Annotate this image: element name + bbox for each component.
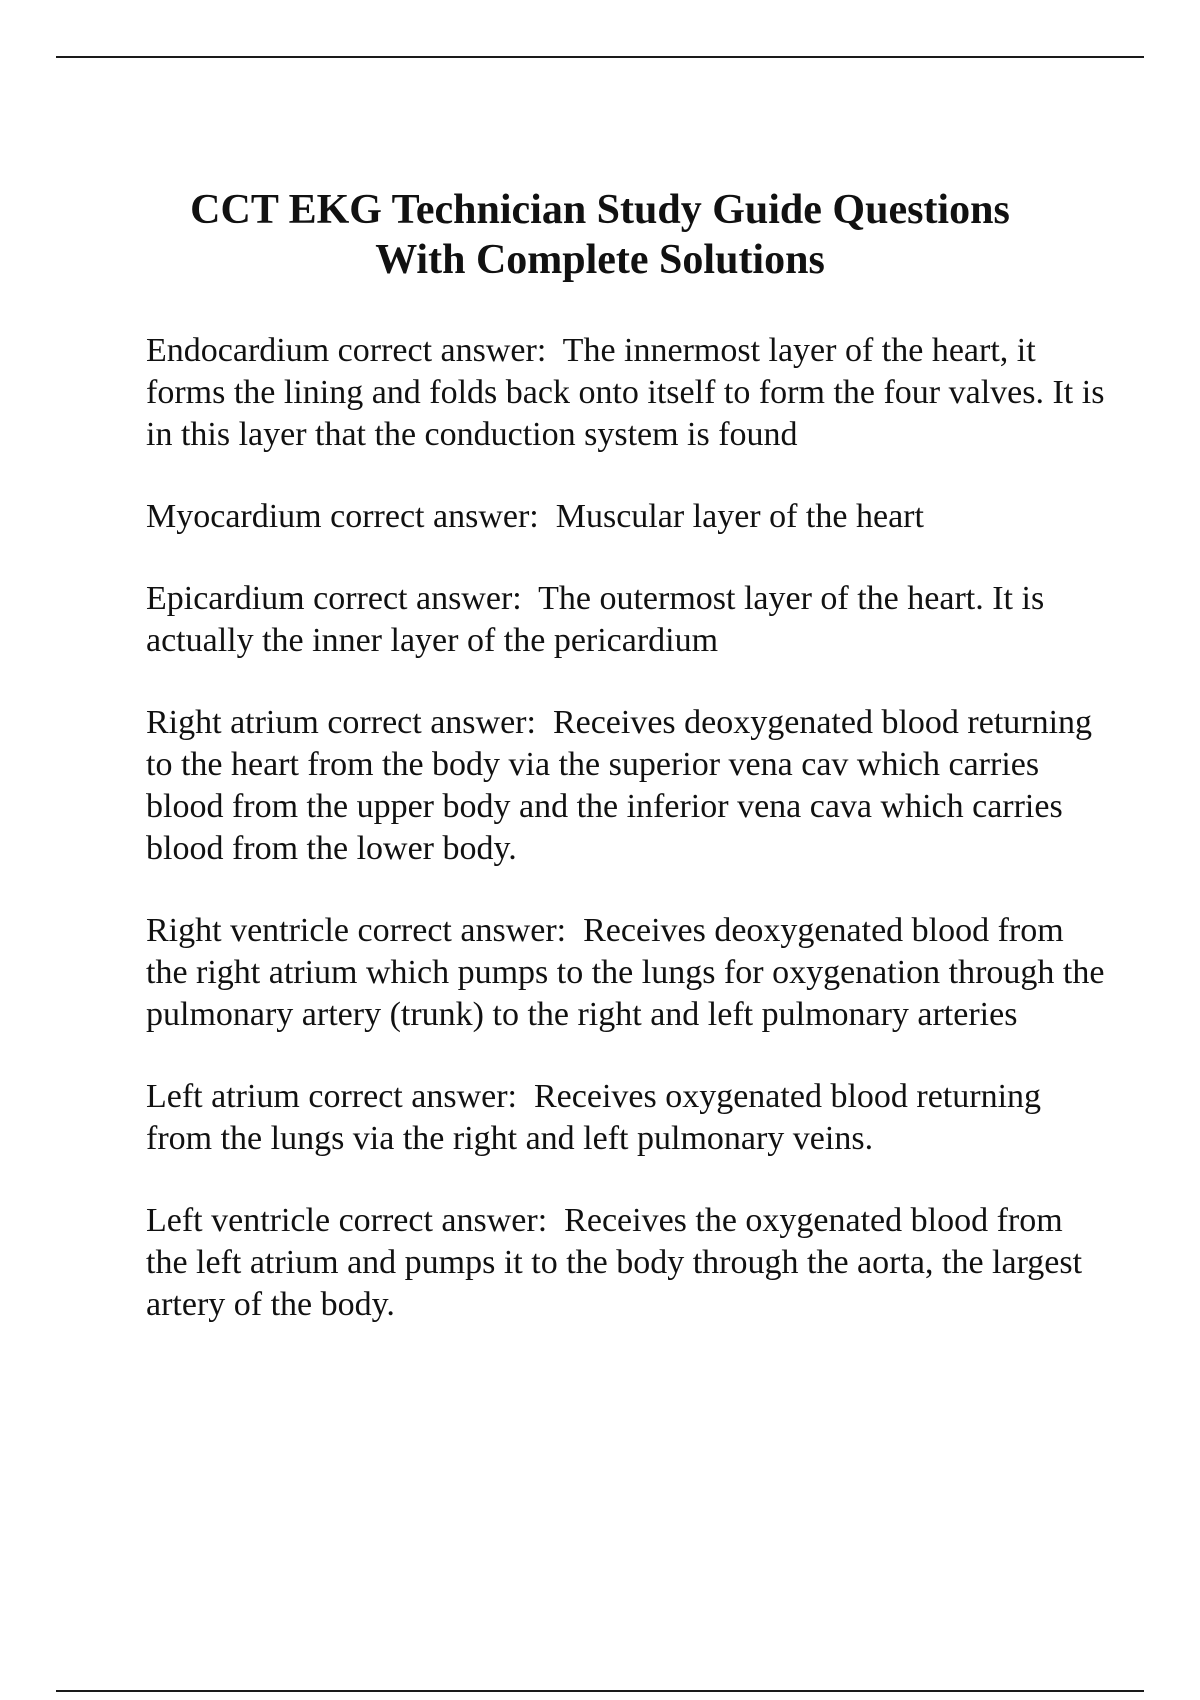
qa-term: Endocardium — [146, 332, 330, 369]
qa-item-left-atrium — [146, 1076, 1106, 1160]
qa-answer: Receives the oxygenated blood from the left atrium and pumps it to the body through the aorta, the largest artery of the body. — [146, 1202, 1083, 1323]
qa-answer: Receives deoxygenated blood returning to the heart from the body via the superior vena cav which carries blood from the upper body and the inferior vena cava which carries blood from the lower body. — [146, 704, 1093, 867]
answer-marker: correct answer: — [313, 580, 522, 617]
answer-marker: correct answer: — [330, 498, 539, 535]
title-line-1: CCT EKG Technician Study Guide Questions — [190, 187, 1010, 233]
qa-answer: The innermost layer of the heart, it forms the lining and folds back onto itself to form the four valves. It is in this layer that the conduction system is found — [146, 332, 1105, 453]
qa-term: Epicardium — [146, 580, 305, 617]
qa-item-epicardium — [146, 578, 1106, 662]
qa-term: Right atrium — [146, 704, 319, 741]
page-title — [120, 185, 1080, 285]
bottom-divider — [56, 1690, 1144, 1692]
answer-marker: correct answer: — [338, 1202, 548, 1239]
title-line-2: With Complete Solutions — [375, 237, 825, 283]
qa-answer: The outermost layer of the heart. It is actually the inner layer of the pericardium — [146, 580, 1045, 659]
qa-item-right-ventricle — [146, 910, 1106, 1036]
qa-answer: Muscular layer of the heart — [555, 498, 924, 535]
qa-list — [146, 330, 1106, 1366]
qa-answer: Receives deoxygenated blood from the right atrium which pumps to the lungs for oxygenation through the pulmonary artery (trunk) to the right and left pulmonary arteries — [146, 912, 1105, 1033]
qa-item-endocardium — [146, 330, 1106, 456]
qa-item-left-ventricle — [146, 1200, 1106, 1326]
qa-item-right-atrium — [146, 702, 1106, 870]
qa-term: Right ventricle — [146, 912, 350, 949]
top-divider — [56, 56, 1144, 58]
qa-item-myocardium — [146, 496, 1106, 538]
answer-marker: correct answer: — [308, 1078, 517, 1115]
qa-answer: Receives oxygenated blood returning from the lungs via the right and left pulmonary veins. — [146, 1078, 1042, 1157]
qa-term: Myocardium — [146, 498, 322, 535]
qa-term: Left atrium — [146, 1078, 300, 1115]
qa-term: Left ventricle — [146, 1202, 331, 1239]
answer-marker: correct answer: — [327, 704, 536, 741]
answer-marker: correct answer: — [357, 912, 567, 949]
answer-marker: correct answer: — [337, 332, 547, 369]
